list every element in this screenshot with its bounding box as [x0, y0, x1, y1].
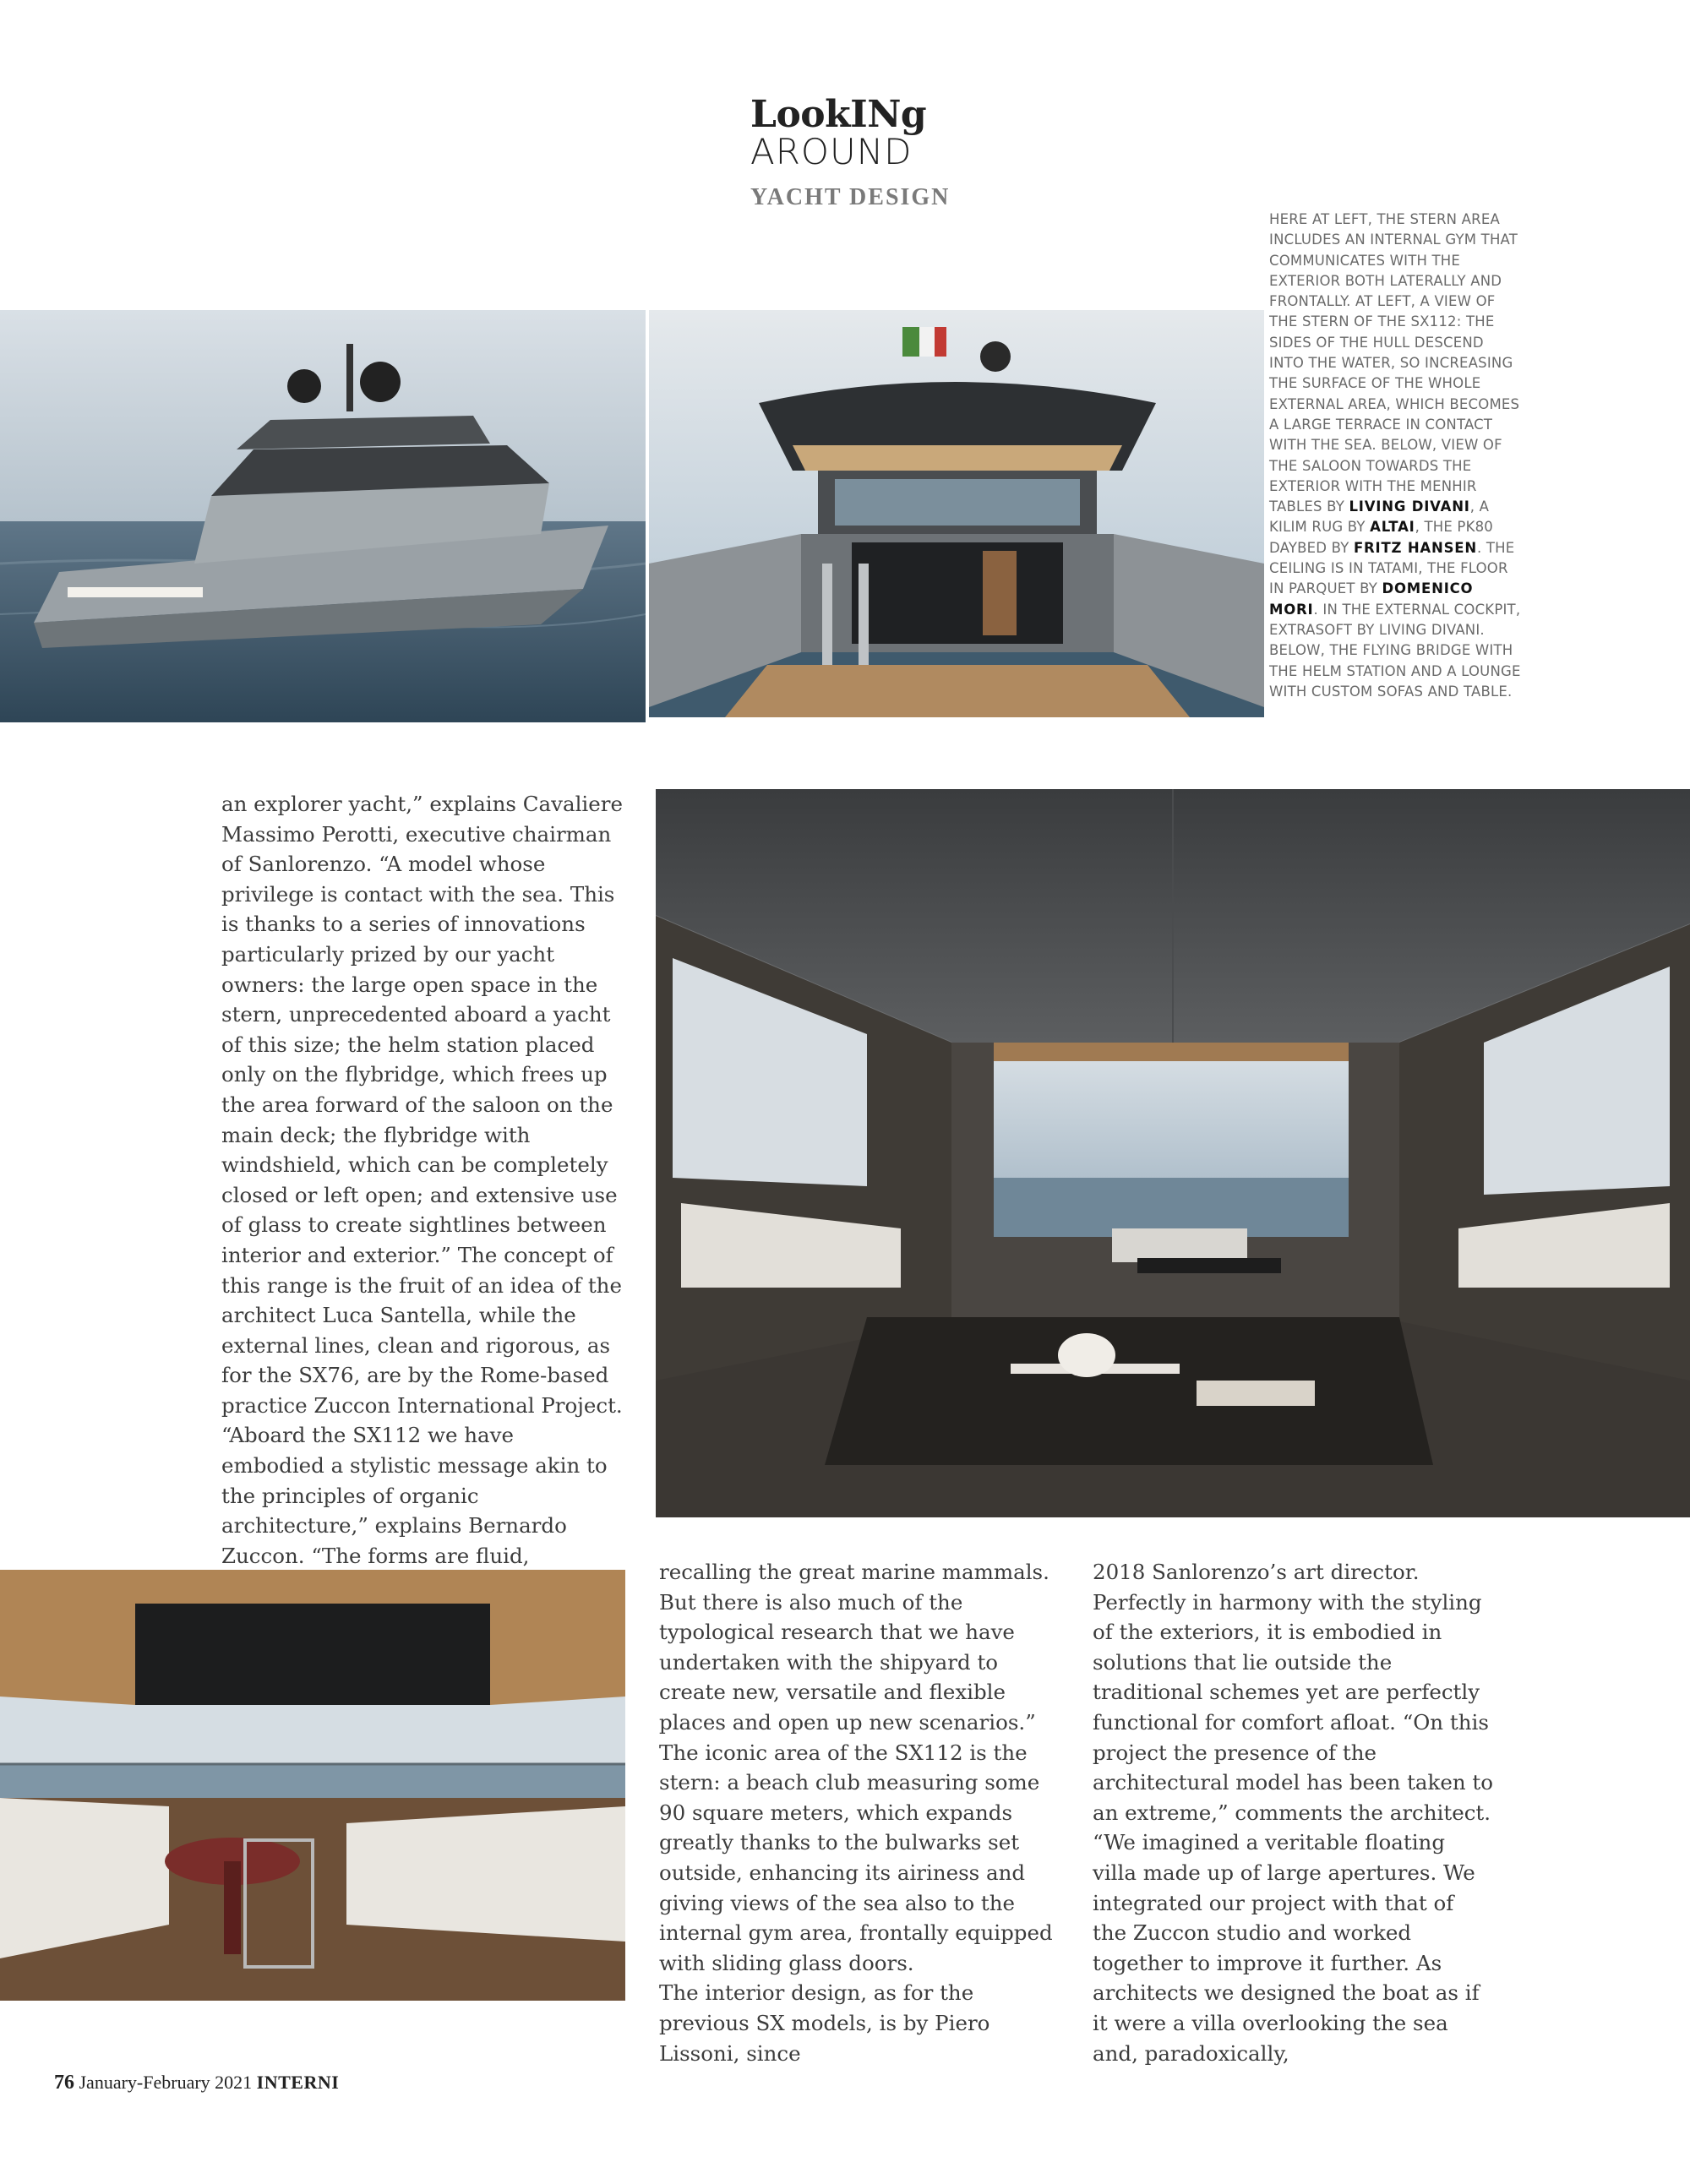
paragraph: 2018 Sanlorenzo’s art director. Perfectly in harmony with the styling of the exteriors, it is embodied in solutions that lie outside the traditional schemes yet are perfectly functional for comfort afloat. “On this project the presence of the architectural model has been taken to an extreme,” comments the architect. “We imagined a veritable floating villa made up of large apertures. We integrated our project with that of the Zuccon studio and worked together to improve it further. As architects we designed the boat as if it were a villa overlooking the sea and, paradoxically, — [1093, 1560, 1494, 2066]
section-label: YACHT DESIGN — [750, 184, 951, 210]
photo-yacht-side-view — [0, 310, 646, 722]
body-column-2 — [659, 1557, 1060, 2068]
photo-saloon-interior — [656, 789, 1690, 1517]
page-footer — [54, 2072, 339, 2094]
issue-date: January-February 2021 — [79, 2072, 253, 2093]
paragraph: an explorer yacht,” explains Cavaliere Massimo Perotti, executive chairman of Sanlorenzo. “A model whose privilege is contact with the sea. This is thanks to a series of innovations particularly prized by our yacht owners: the large open space in the stern, unprecedented aboard a yacht of this size; the helm station placed only on the flybridge, which frees up the area forward of the saloon on the main deck; the flybridge with windshield, which can be completely closed or left open; and extensive use of glass to create sightlines between interior and exterior.” The concept of this range is the fruit of an idea of the architect Luca Santella, while the external lines, clean and rigorous, as for the SX76, are by the Rome-based practice Zuccon International Project. — [221, 792, 623, 1418]
series-title: LookINg — [750, 93, 927, 136]
photo-caption: HERE AT LEFT, THE STERN AREA INCLUDES AN INTERNAL GYM THAT COMMUNICATES WITH THE EXTERIOR BOTH LATERALLY AND FRONTALLY. AT LEFT, A VIEW OF THE STERN OF THE SX112: THE SIDES OF THE HULL DESCEND INTO THE WATER, SO INCREASING THE SURFACE OF THE WHOLE EXTERNAL AREA, WHICH BECOMES A LARGE TERRACE IN CONTACT WITH THE SEA. BELOW, VIEW OF THE SALOON TOWARDS THE EXTERIOR WITH THE MENHIR TABLES BY LIVING DIVANI, A KILIM RUG BY ALTAI, THE PK80 DAYBED BY FRITZ HANSEN. THE CEILING IS IN TATAMI, THE FLOOR IN PARQUET BY DOMENICO MORI. IN THE EXTERNAL COCKPIT, EXTRASOFT BY LIVING DIVANI. BELOW, THE FLYING BRIDGE WITH THE HELM STATION AND A LOUNGE WITH CUSTOM SOFAS AND TABLE. — [1269, 211, 1521, 700]
photo-flying-bridge — [0, 1570, 625, 2001]
paragraph: The interior design, as for the previous SX models, is by Piero Lissoni, since — [659, 1980, 990, 2066]
magazine-name: INTERNI — [256, 2072, 340, 2093]
body-column-1 — [221, 789, 623, 1571]
paragraph: recalling the great marine mammals. But there is also much of the typological research that we have undertaken with the shipyard to create new, versatile and flexible places and open up new scenarios.” The iconic area of the SX112 is the stern: a beach club measuring some 90 square meters, which expands greatly thanks to the bulwarks set outside, enhancing its airiness and giving views of the sea also to the internal gym area, frontally equipped with sliding glass doors. — [659, 1560, 1053, 1975]
paragraph: “Aboard the SX112 we have embodied a stylistic message akin to the principles of organic architecture,” explains Bernardo Zuccon. “The forms are fluid, — [221, 1423, 608, 1568]
photo-yacht-stern-view — [649, 310, 1264, 717]
page-number: 76 — [54, 2072, 74, 2094]
series-subtitle: AROUND — [750, 131, 913, 172]
body-column-3 — [1093, 1557, 1494, 2068]
